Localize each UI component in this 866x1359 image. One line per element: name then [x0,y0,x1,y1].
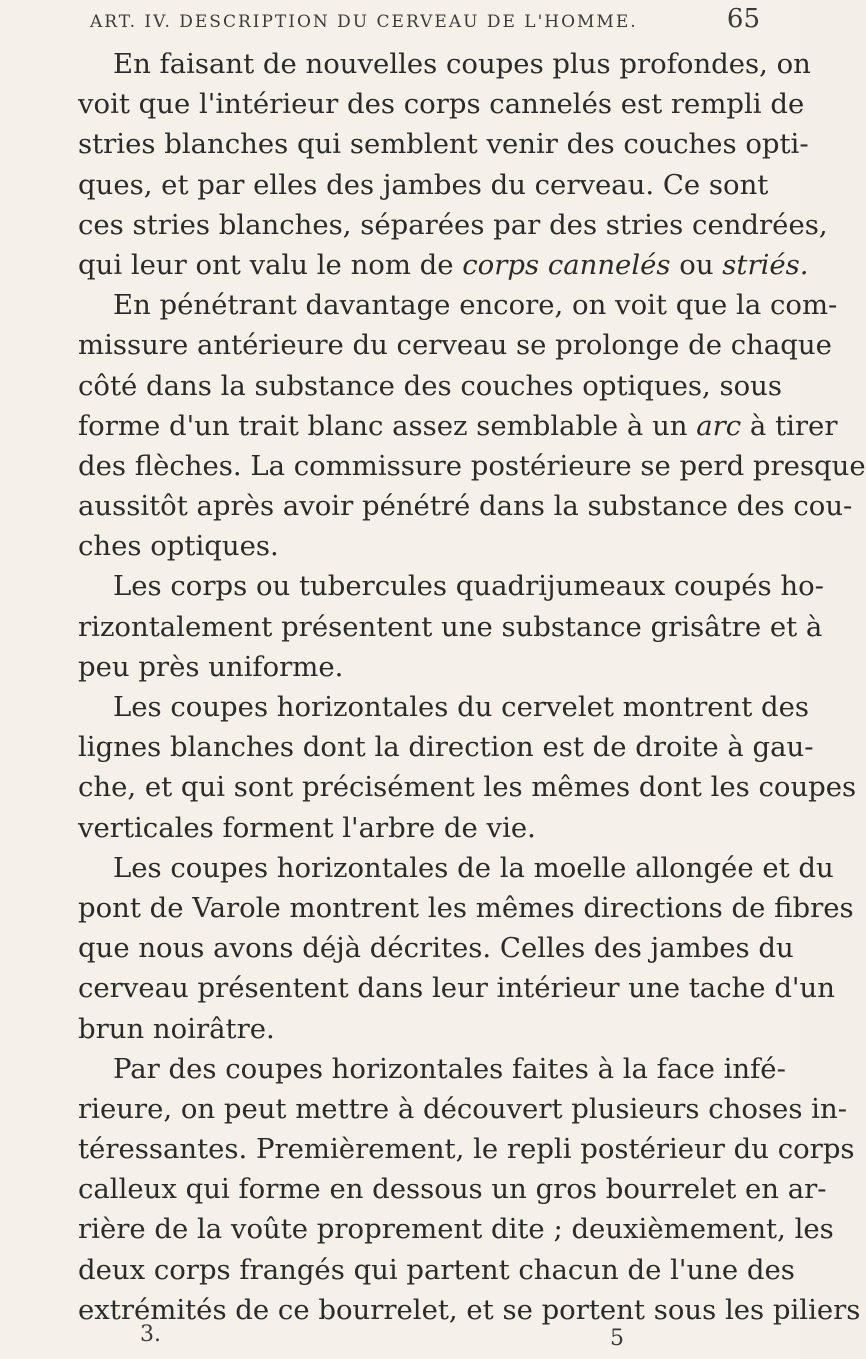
text-line: ques, et par elles des jambes du cerveau. Ce sont [78,168,769,201]
text-line: ces stries blanches, séparées par des stries cendrées, [78,208,828,241]
text-line: Par des coupes horizontales faites à la face infé- [113,1052,786,1085]
text-segment: à tirer [741,409,838,442]
paragraph [78,687,857,848]
text-line: Les coupes horizontales de la moelle allongée et du [113,851,834,884]
text-line: En pénétrant davantage encore, on voit que la com- [113,289,838,322]
text-line: ches optiques. [78,530,279,563]
body-text [78,44,866,1330]
text-line: Les corps ou tubercules quadrijumeaux coupés ho- [113,570,824,603]
text-line: rière de la voûte proprement dite ; deuxièmement, les [78,1213,834,1246]
text-line: lignes blanches dont la direction est de droite à gau- [78,731,814,764]
page-number: 65 [726,4,760,34]
text-line [78,245,809,285]
paragraph [78,566,824,687]
text-line: verticales forment l'arbre de vie. [78,811,536,844]
text-line: extrémités de ce bourrelet, et se portent sous les piliers [78,1293,861,1326]
text-segment: qui leur ont valu le nom de [78,248,463,281]
text-line: missure antérieure du cerveau se prolonge de chaque [78,329,832,362]
italic-term: arc [696,409,742,442]
text-line: téressantes. Premièrement, le repli postérieur du corps [78,1133,855,1166]
text-segment: ou [670,248,723,281]
text-line: rizontalement présentent une substance grisâtre et à [78,610,823,643]
italic-term: striés. [722,248,809,281]
paragraph [78,1049,861,1330]
page-footer [140,1322,760,1352]
running-head-title: ART. IV. DESCRIPTION DU CERVEAU DE L'HOMME. [90,12,638,32]
signature-mark-left: 3. [140,1322,161,1347]
text-line: cerveau présentent dans leur intérieur une tache d'un [78,972,835,1005]
text-line: Les coupes horizontales du cervelet montrent des [113,691,809,723]
text-line [78,406,838,446]
text-line: aussitôt après avoir pénétré dans la substance des cou- [78,490,853,523]
text-line: deux corps frangés qui partent chacun de l'une des [78,1253,795,1286]
paragraph [78,44,828,285]
text-line: pont de Varole montrent les mêmes directions de fibres [78,891,854,924]
text-segment: forme d'un trait blanc assez semblable à un [78,409,697,442]
text-line: che, et qui sont précisément les mêmes dont les coupes [78,771,857,804]
text-line: brun noirâtre. [78,1012,275,1045]
text-line: rieure, on peut mettre à découvert plusieurs choses in- [78,1092,847,1125]
italic-term: corps cannelés [462,248,671,281]
text-line: stries blanches qui semblent venir des couches opti- [78,128,809,161]
text-line: que nous avons déjà décrites. Celles des jambes du [78,932,794,965]
paragraph [78,848,854,1049]
paragraph [78,285,866,566]
text-line: voit que l'intérieur des corps cannelés est rempli de [78,88,805,121]
text-line: peu près uniforme. [78,650,344,683]
text-line: côté dans la substance des couches optiques, sous [78,369,782,402]
text-line: des flèches. La commissure postérieure se perd presque [78,449,866,482]
running-head [90,4,760,44]
signature-mark-right: 5 [610,1326,624,1351]
text-line: calleux qui forme en dessous un gros bourrelet en ar- [78,1173,827,1206]
text-line: En faisant de nouvelles coupes plus profondes, on [113,48,811,80]
